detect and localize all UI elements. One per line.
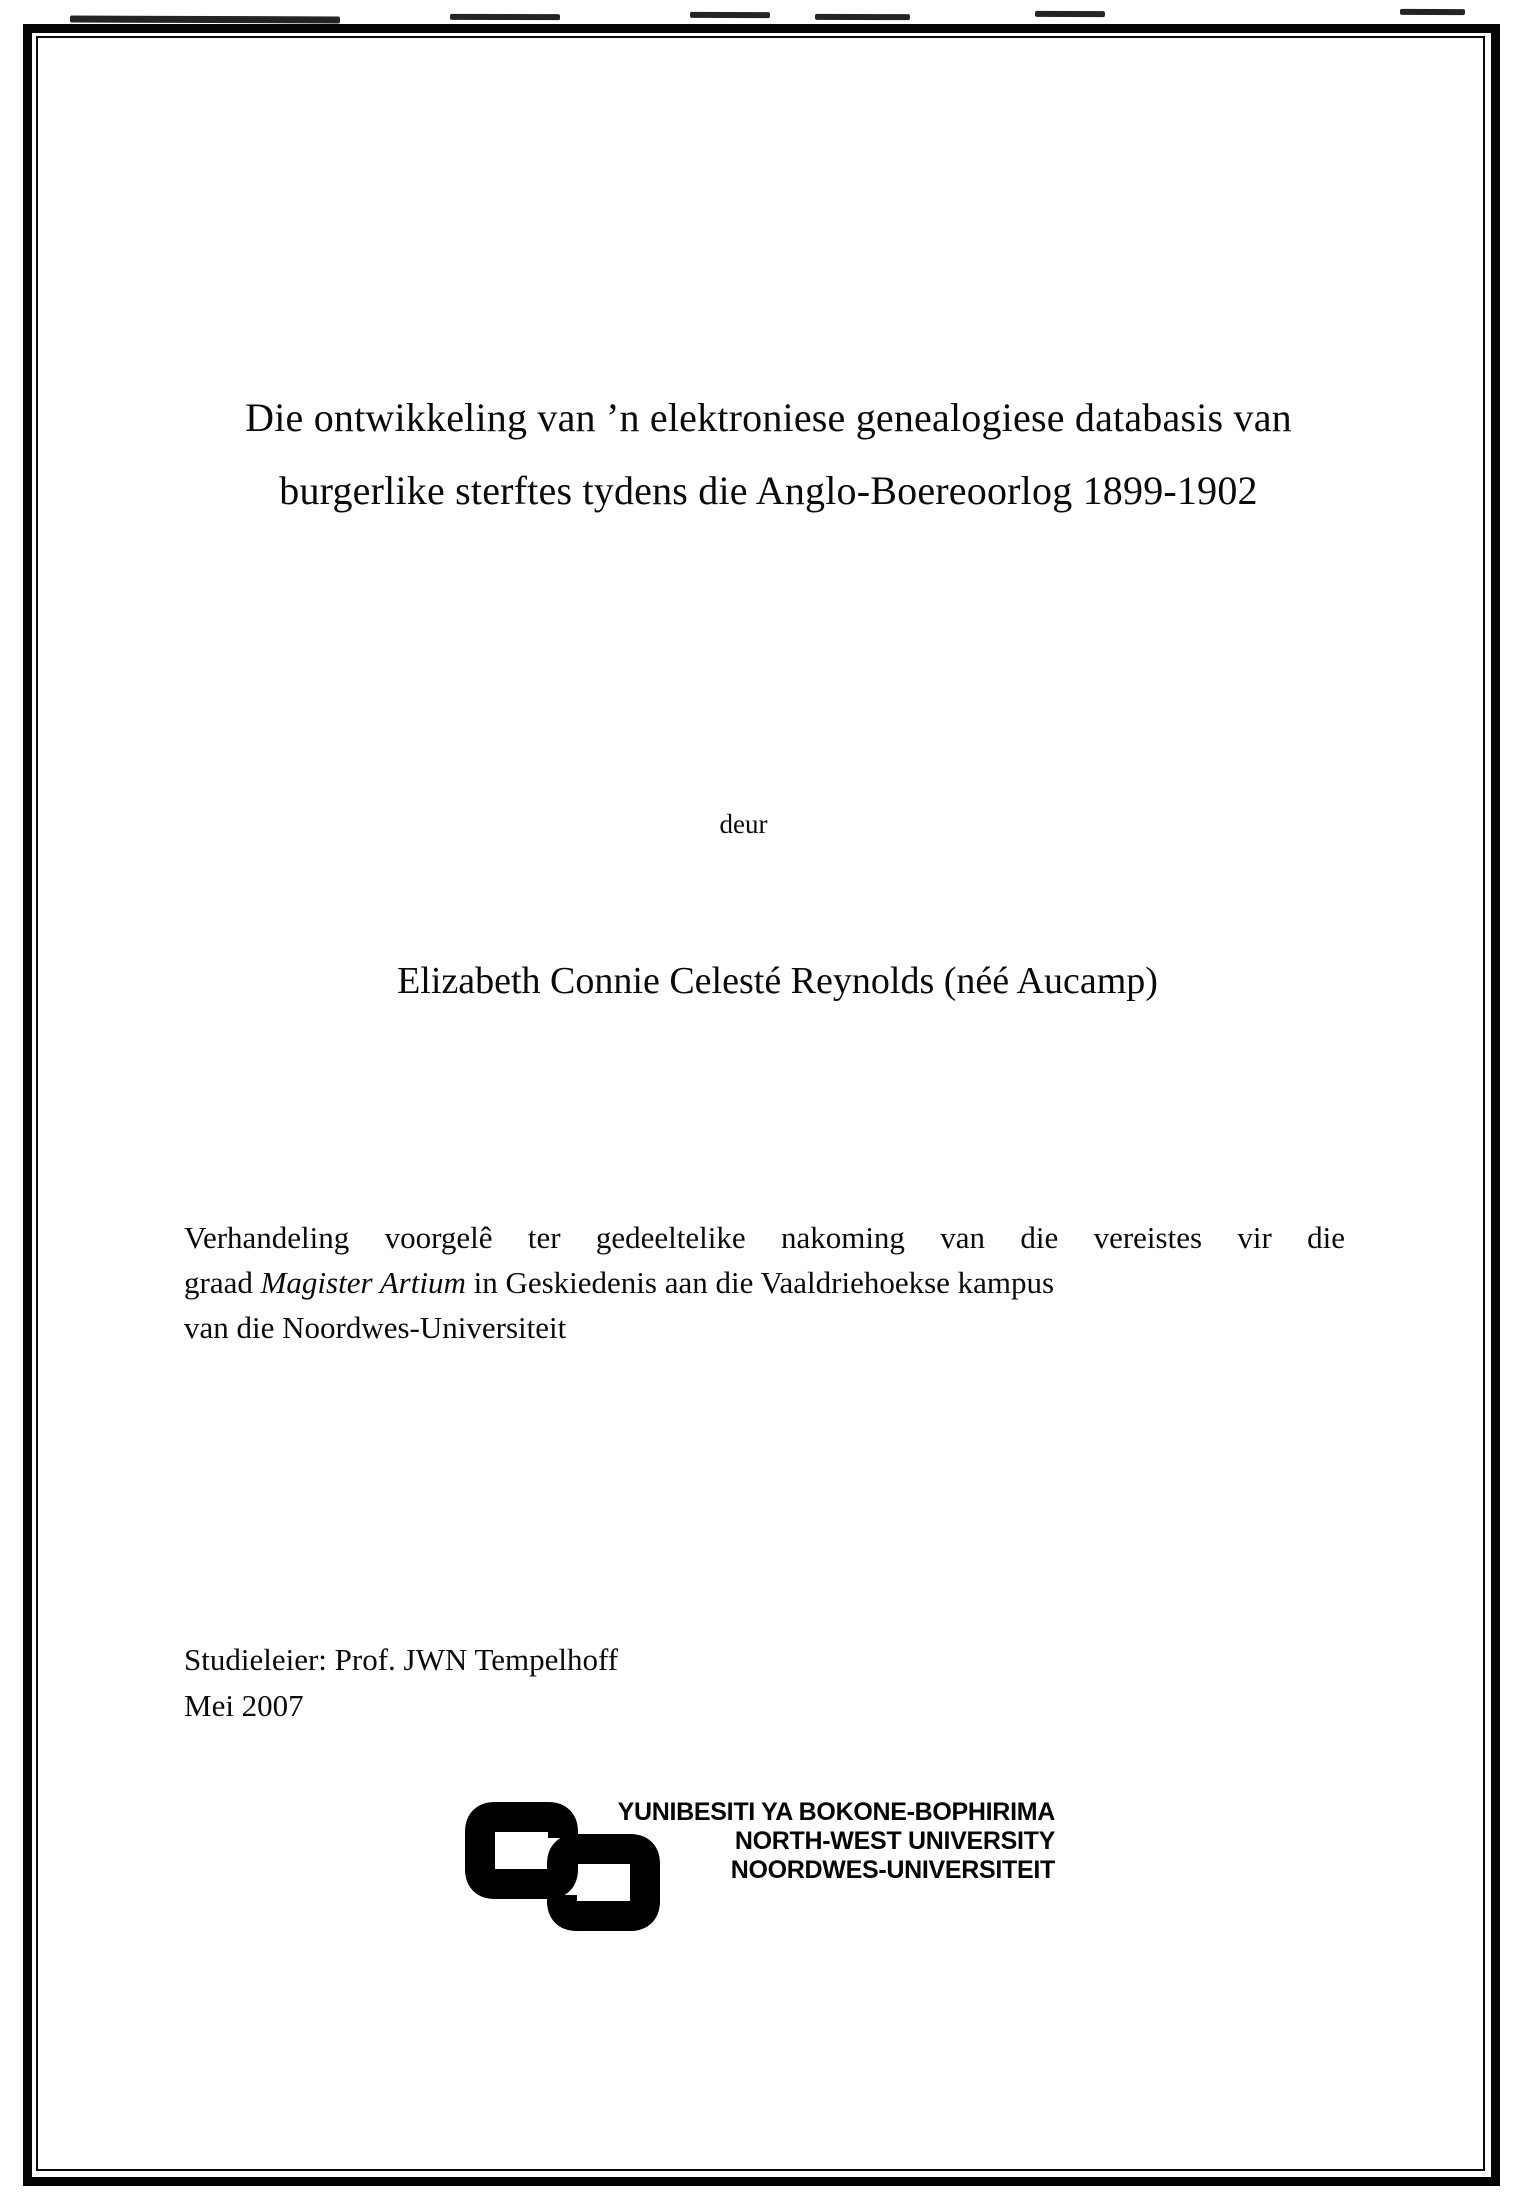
degree-suffix: in Geskiedenis aan die Vaaldriehoekse kampus xyxy=(465,1265,1055,1300)
logo-line-setswana: YUNIBESITI YA BOKONE-BOPHIRIMA xyxy=(617,1798,1055,1826)
date-line: Mei 2007 xyxy=(184,1688,304,1723)
author-name: Elizabeth Connie Celesté Reynolds (néé Aucamp) xyxy=(397,960,1158,1002)
byline-label: deur xyxy=(719,809,768,839)
supervisor-block xyxy=(184,1637,618,1729)
scan-artifact xyxy=(1035,11,1105,17)
thesis-statement xyxy=(184,1215,1345,1350)
thesis-statement-line-2 xyxy=(184,1260,1345,1305)
supervisor-line: Studieleier: Prof. JWN Tempelhoff xyxy=(184,1642,619,1677)
scan-artifact xyxy=(1400,9,1465,15)
thesis-title-line-1: Die ontwikkeling van ’n elektroniese genealogiese databasis van xyxy=(245,395,1292,440)
degree-name: Magister Artium xyxy=(260,1265,466,1300)
degree-prefix: graad xyxy=(184,1265,261,1300)
scan-artifact xyxy=(70,16,340,24)
thesis-statement-line-3: van die Noordwes-Universiteit xyxy=(184,1310,567,1345)
scan-artifact xyxy=(815,14,910,20)
thesis-title xyxy=(10,381,1527,527)
logo-line-afrikaans: NOORDWES-UNIVERSITEIT xyxy=(730,1856,1055,1884)
scan-artifact xyxy=(690,12,770,18)
scan-artifact xyxy=(450,14,560,20)
logo-line-english: NORTH-WEST UNIVERSITY xyxy=(734,1827,1055,1855)
thesis-title-line-2: burgerlike sterftes tydens die Anglo-Boereoorlog 1899-1902 xyxy=(279,468,1258,513)
logo-wordmark xyxy=(618,1798,1055,1885)
thesis-statement-line-1: Verhandeling voorgelê ter gedeeltelike nakoming van die vereistes vir die xyxy=(184,1220,1345,1255)
